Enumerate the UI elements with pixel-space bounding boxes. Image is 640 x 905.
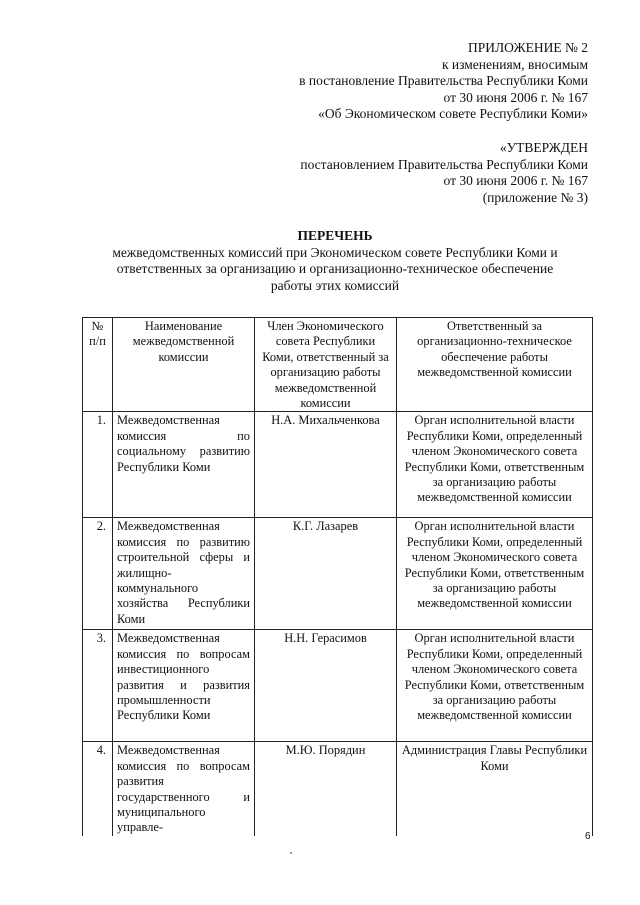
table-row <box>83 412 593 518</box>
row-name: Межведомственная комиссия по вопросам развития государственного и муниципального управле- <box>113 742 255 836</box>
approved-line: «УТВЕРЖДЕН <box>499 140 588 155</box>
table-header-row <box>83 318 593 412</box>
approved-line: (приложение № 3) <box>482 189 588 205</box>
row-member: К.Г. Лазарев <box>255 518 397 630</box>
header-member: Член Экономического совета Республики Коми, ответственный за организацию работы межведомственной комиссии <box>255 318 397 412</box>
header-name: Наименование межведомственной комиссии <box>113 318 255 412</box>
appendix-line: от 30 июня 2006 г. № 167 <box>443 89 588 105</box>
row-member: Н.Н. Герасимов <box>255 630 397 742</box>
table-row <box>83 742 593 836</box>
appendix-header <box>299 40 588 123</box>
approved-line: от 30 июня 2006 г. № 167 <box>443 173 588 188</box>
header-num: № п/п <box>83 318 113 412</box>
row-responsible: Орган исполнительной власти Республики Коми, определенный членом Экономического совета Республики Коми, ответственным за организацию работы межведомственной комиссии <box>397 518 593 630</box>
approved-header <box>300 140 588 206</box>
appendix-line: в постановление Правительства Республики Коми <box>299 73 588 88</box>
header-responsible: Ответственный за организационно-техническое обеспечение работы межведомственной комиссии <box>397 318 593 412</box>
row-name: Межведомственная комиссия по вопросам инвестиционного развития и развития промышленности Республики Коми <box>113 630 255 742</box>
table-row <box>83 518 593 630</box>
row-num: 2. <box>83 518 113 630</box>
row-responsible: Орган исполнительной власти Республики Коми, определенный членом Экономического совета Республики Коми, ответственным за организацию работы межведомственной комиссии <box>397 630 593 742</box>
row-num: 4. <box>83 742 113 836</box>
title-line: работы этих комиссий <box>270 277 400 293</box>
row-num: 3. <box>83 630 113 742</box>
row-member: М.Ю. Порядин <box>255 742 397 836</box>
row-responsible: Орган исполнительной власти Республики Коми, определенный членом Экономического совета Республики Коми, ответственным за организацию работы межведомственной комиссии <box>397 412 593 518</box>
row-name: Межведомственная комиссия по социальному развитию Республики Коми <box>113 412 255 518</box>
appendix-line: к изменениям, вносимым <box>441 56 588 72</box>
title-line: межведомственных комиссий при Экономическом совете Республики Коми и <box>112 244 558 260</box>
title-heading: ПЕРЕЧЕНЬ <box>297 228 373 243</box>
title-line: ответственных за организацию и организационно-техническое обеспечение <box>116 261 554 276</box>
appendix-line: ПРИЛОЖЕНИЕ № 2 <box>467 40 588 55</box>
commissions-table <box>82 317 593 836</box>
table-row <box>83 630 593 742</box>
row-responsible: Администрация Главы Республики Коми <box>397 742 593 836</box>
document-title <box>70 228 600 294</box>
row-num: 1. <box>83 412 113 518</box>
approved-line: постановлением Правительства Республики Коми <box>300 156 588 172</box>
row-member: Н.А. Михальченкова <box>255 412 397 518</box>
page-number: 6 <box>585 831 591 842</box>
scan-speck <box>290 852 292 854</box>
row-name: Межведомственная комиссия по развитию строительной сферы и жилищно-коммунального хозяйства Республики Коми <box>113 518 255 630</box>
appendix-line: «Об Экономическом совете Республики Коми» <box>318 106 588 121</box>
